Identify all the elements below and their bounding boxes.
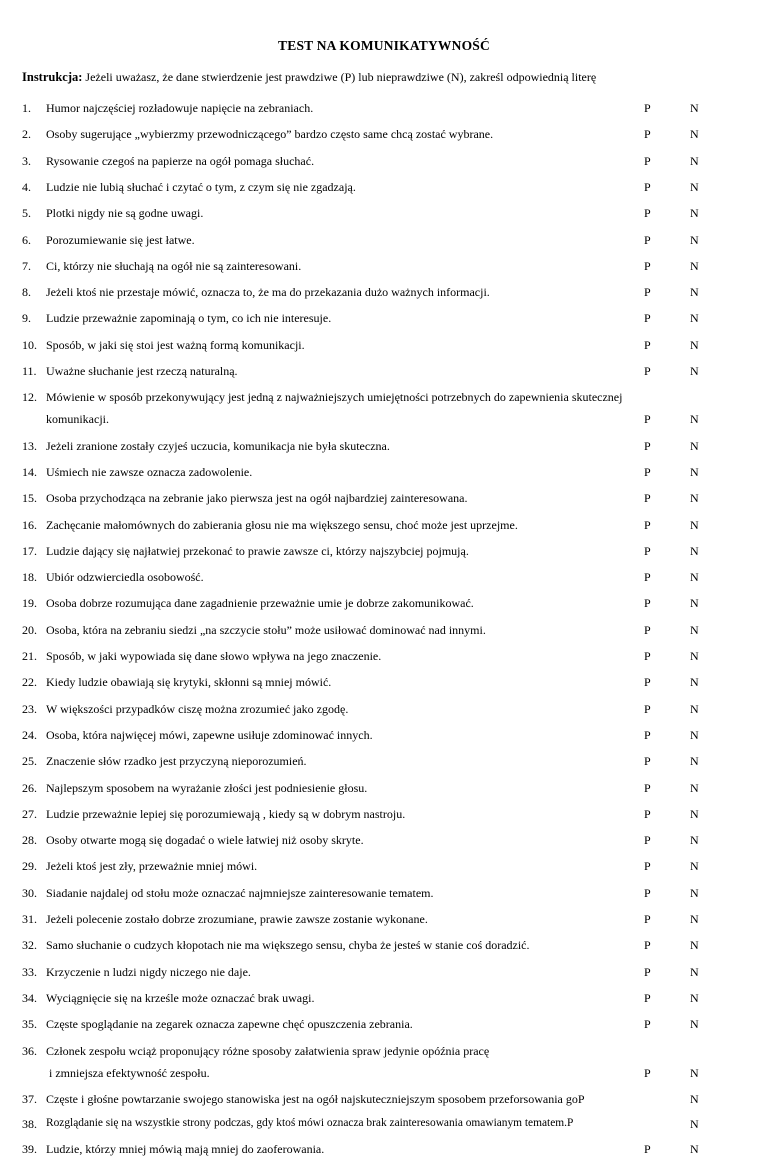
answer-p-option[interactable]: P: [644, 464, 651, 479]
answer-n-option[interactable]: N: [690, 232, 699, 247]
answer-p-option[interactable]: P: [644, 517, 651, 532]
statement-row: [22, 570, 752, 588]
statement-text: Ludzie, którzy mniej mówią mają mniej do zaoferowania.: [46, 1142, 325, 1157]
answer-n-option[interactable]: N: [690, 337, 699, 352]
statement-row: [22, 649, 752, 667]
statement-text: Plotki nigdy nie są godne uwagi.: [46, 206, 204, 221]
answer-n-option[interactable]: N: [690, 806, 699, 821]
statement-number: 29.: [22, 859, 37, 874]
statement-number: 6.: [22, 232, 31, 247]
statement-continuation: [22, 1066, 752, 1084]
statement-row: [22, 1092, 752, 1110]
statement-text: Ubiór odzwierciedla osobowość.: [46, 570, 204, 585]
statement-number: 36.: [22, 1043, 37, 1058]
answer-p-option[interactable]: P: [644, 101, 651, 115]
statement-number: 4.: [22, 179, 31, 194]
statement-number: 2.: [22, 127, 31, 142]
statement-row: [22, 965, 752, 983]
statement-row: [22, 180, 752, 198]
statement-text: Jeżeli polecenie zostało dobrze zrozumiane, prawie zawsze zostanie wykonane.: [46, 912, 428, 926]
statement-text: Najlepszym sposobem na wyrażanie złości jest podniesienie głosu.: [46, 780, 368, 795]
statement-number: 25.: [22, 754, 37, 769]
statement-text-continuation: komunikacji.: [46, 412, 109, 427]
statement-number: 37.: [22, 1091, 37, 1106]
statement-number: 32.: [22, 938, 37, 953]
answer-n-option[interactable]: N: [690, 101, 699, 115]
answer-p-option[interactable]: P: [644, 438, 651, 453]
statement-number: 17.: [22, 543, 37, 558]
answer-p-option[interactable]: P: [644, 206, 651, 221]
answer-n-option[interactable]: N: [690, 885, 699, 900]
statement-row: [22, 259, 752, 277]
answer-n-option[interactable]: N: [690, 754, 699, 769]
statement-number: 22.: [22, 675, 37, 690]
statement-continuation: [22, 412, 752, 430]
answer-p-option[interactable]: P: [644, 1142, 651, 1157]
statement-text: Rysowanie czegoś na papierze na ogół pomaga słuchać.: [46, 153, 315, 168]
statement-text-continuation: i zmniejsza efektywność zespołu.: [46, 1065, 210, 1080]
answer-n-option[interactable]: N: [690, 964, 699, 979]
answer-n-option[interactable]: N: [690, 258, 699, 273]
statement-row: [22, 912, 752, 930]
answer-p-option[interactable]: P: [644, 964, 651, 979]
answer-p-option[interactable]: P: [644, 285, 651, 300]
statement-number: 26.: [22, 780, 37, 795]
statement-row: [22, 101, 752, 119]
answer-p-option[interactable]: P: [644, 806, 651, 821]
statement-row: [22, 675, 752, 693]
answer-p-option[interactable]: P: [644, 859, 651, 874]
statement-row: [22, 491, 752, 509]
answer-n-option[interactable]: N: [690, 1142, 699, 1157]
statement-row: [22, 206, 752, 224]
statement-row: [22, 285, 752, 303]
statement-number: 39.: [22, 1142, 37, 1157]
statement-text: Samo słuchanie o cudzych kłopotach nie ma większego sensu, chyba że jesteś w stanie coś doradzić.: [46, 938, 530, 953]
answer-p-option[interactable]: P: [644, 754, 651, 769]
answer-n-option[interactable]: N: [690, 912, 699, 926]
statement-text: Członek zespołu wciąż proponujący różne sposoby załatwienia spraw jedynie opóźnia pracę: [46, 1043, 490, 1058]
statement-row: [22, 728, 752, 746]
statement-row: [22, 1142, 752, 1160]
statement-text: Rozglądanie się na wszystkie strony podczas, gdy ktoś mówi oznacza brak zainteresowania omawianym tematem.P: [46, 1117, 574, 1129]
statement-number: 24.: [22, 727, 37, 742]
statement-text: Sposób, w jaki się stoi jest ważną formą komunikacji.: [46, 337, 305, 352]
statement-number: 10.: [22, 337, 37, 352]
answer-n-option[interactable]: N: [690, 438, 699, 453]
statement-row: [22, 154, 752, 172]
answer-p-option[interactable]: P: [644, 701, 651, 716]
statement-number: 18.: [22, 570, 37, 585]
answer-n-option[interactable]: N: [690, 464, 699, 479]
instruction-text: Jeżeli uważasz, że dane stwierdzenie jest prawdziwe (P) lub nieprawdziwe (N), zakreśl odpowiednią literę: [85, 70, 597, 84]
answer-p-option[interactable]: P: [644, 153, 651, 168]
statement-row: [22, 311, 752, 329]
statement-number: 1.: [22, 101, 31, 115]
statement-row: [22, 833, 752, 851]
answer-n-option[interactable]: N: [690, 649, 699, 663]
statement-number: 35.: [22, 1017, 37, 1032]
statement-text: Mówienie w sposób przekonywujący jest jedną z najważniejszych umiejętności potrzebnych do zapewnienia skutecznej: [46, 390, 623, 405]
answer-n-option[interactable]: N: [690, 859, 699, 874]
statement-text: Ci, którzy nie słuchają na ogół nie są zainteresowani.: [46, 258, 302, 273]
statement-row: [22, 938, 752, 956]
statement-number: 8.: [22, 285, 31, 300]
statement-text: W większości przypadków ciszę można zrozumieć jako zgodę.: [46, 701, 349, 716]
answer-n-option[interactable]: N: [690, 990, 699, 1005]
statement-row: [22, 781, 752, 799]
answer-n-option[interactable]: N: [690, 127, 699, 142]
statement-number: 27.: [22, 806, 37, 821]
answer-n-option[interactable]: N: [690, 517, 699, 532]
statement-row: [22, 338, 752, 356]
statement-number: 31.: [22, 912, 37, 926]
statement-text: Ludzie dający się najłatwiej przekonać to prawie zawsze ci, którzy najszybciej pojmują.: [46, 543, 469, 558]
statement-text: Sposób, w jaki wypowiada się dane słowo wpływa na jego znaczenie.: [46, 649, 382, 663]
answer-p-option[interactable]: P: [644, 780, 651, 795]
answer-p-option[interactable]: P: [644, 232, 651, 247]
answer-p-option[interactable]: P: [644, 596, 651, 611]
statement-text: Ludzie nie lubią słuchać i czytać o tym, z czym się nie zgadzają.: [46, 179, 356, 194]
statement-number: 16.: [22, 517, 37, 532]
statement-row: [22, 364, 752, 382]
statement-row: [22, 1044, 752, 1062]
statement-row: [22, 439, 752, 457]
statement-text: Ludzie przeważnie zapominają o tym, co ich nie interesuje.: [46, 311, 332, 326]
statement-row: [22, 859, 752, 877]
statement-text: Osoba przychodząca na zebranie jako pierwsza jest na ogół najbardziej zainteresowana.: [46, 491, 468, 506]
answer-p-option[interactable]: P: [644, 990, 651, 1005]
statement-text: Jeżeli ktoś nie przestaje mówić, oznacza to, że ma do przekazania dużo ważnych informacji.: [46, 285, 490, 300]
statement-row: [22, 623, 752, 641]
answer-p-option[interactable]: P: [644, 885, 651, 900]
answer-p-option[interactable]: P: [644, 127, 651, 142]
statement-number: 33.: [22, 964, 37, 979]
statement-row: [22, 390, 752, 408]
answer-n-option[interactable]: N: [690, 1117, 699, 1131]
answer-p-option[interactable]: P: [644, 179, 651, 194]
statement-number: 21.: [22, 649, 37, 663]
answer-n-option[interactable]: N: [690, 596, 699, 611]
statement-text: Częste spoglądanie na zegarek oznacza zapewne chęć opuszczenia zebrania.: [46, 1017, 413, 1032]
statement-row: [22, 886, 752, 904]
statement-text: Zachęcanie małomównych do zabierania głosu nie ma większego sensu, choć może jest uprzejme.: [46, 517, 518, 532]
statement-text: Ludzie przeważnie lepiej się porozumiewają , kiedy są w dobrym nastroju.: [46, 806, 406, 821]
statement-number: 30.: [22, 885, 37, 900]
statement-text: Krzyczenie n ludzi nigdy niczego nie daje.: [46, 964, 251, 979]
answer-n-option[interactable]: N: [690, 833, 699, 848]
statement-row: [22, 702, 752, 720]
answer-p-option[interactable]: P: [644, 412, 651, 427]
answer-p-option[interactable]: P: [644, 337, 651, 352]
statement-text: Osoba, która na zebraniu siedzi „na szczycie stołu” może usiłować dominować nad innymi.: [46, 622, 486, 637]
statement-text: Siadanie najdalej od stołu może oznaczać najmniejsze zainteresowanie tematem.: [46, 885, 434, 900]
answer-p-option[interactable]: P: [644, 543, 651, 558]
answer-p-option[interactable]: P: [566, 1117, 574, 1129]
answer-p-option[interactable]: P: [644, 938, 651, 953]
answer-p-option[interactable]: P: [644, 258, 651, 273]
statement-number: 28.: [22, 833, 37, 848]
answer-p-option[interactable]: P: [644, 649, 651, 663]
answer-n-option[interactable]: N: [690, 364, 699, 378]
statement-row: [22, 1117, 752, 1135]
answer-n-option[interactable]: N: [690, 570, 699, 585]
answer-p-option[interactable]: P: [644, 570, 651, 585]
statement-number: 19.: [22, 596, 37, 611]
answer-p-option[interactable]: P: [644, 622, 651, 637]
statement-text: Wyciągnięcie się na krześle może oznaczać brak uwagi.: [46, 990, 315, 1005]
answer-p-option[interactable]: P: [644, 833, 651, 848]
answer-p-option[interactable]: P: [644, 491, 651, 506]
page-title: TEST NA KOMUNIKATYWNOŚĆ: [278, 38, 490, 53]
statement-row: [22, 127, 752, 145]
answer-n-option[interactable]: N: [690, 206, 699, 221]
statement-number: 34.: [22, 990, 37, 1005]
answer-p-option[interactable]: P: [644, 675, 651, 690]
statement-number: 13.: [22, 438, 37, 453]
statement-row: [22, 754, 752, 772]
instruction: [22, 70, 752, 85]
answer-n-option[interactable]: N: [690, 543, 699, 558]
statement-row: [22, 465, 752, 483]
statement-number: 7.: [22, 258, 31, 273]
answer-n-option[interactable]: N: [690, 153, 699, 168]
statement-number: 9.: [22, 311, 31, 326]
statement-text: Jeżeli ktoś jest zły, przeważnie mniej mówi.: [46, 859, 258, 874]
answer-n-option[interactable]: N: [690, 285, 699, 300]
statement-text: Porozumiewanie się jest łatwe.: [46, 232, 195, 247]
answer-n-option[interactable]: N: [690, 491, 699, 506]
answer-n-option[interactable]: N: [690, 179, 699, 194]
answer-n-option[interactable]: N: [690, 622, 699, 637]
statement-number: 14.: [22, 464, 37, 479]
instruction-label: Instrukcja:: [22, 70, 83, 84]
answer-n-option[interactable]: N: [690, 412, 699, 427]
answer-p-option[interactable]: P: [644, 727, 651, 742]
statement-text: Jeżeli zranione zostały czyjeś uczucia, komunikacja nie była skuteczna.: [46, 438, 390, 453]
answer-p-option[interactable]: P: [577, 1091, 585, 1106]
statement-text: Humor najczęściej rozładowuje napięcie na zebraniach.: [46, 101, 314, 115]
statement-row: [22, 233, 752, 251]
statement-number: 20.: [22, 622, 37, 637]
answer-n-option[interactable]: N: [690, 938, 699, 953]
statement-text: Osoby sugerujące „wybierzmy przewodniczącego” bardzo często same chcą zostać wybrane.: [46, 127, 494, 142]
statement-number: 12.: [22, 390, 37, 405]
answer-n-option[interactable]: N: [690, 701, 699, 716]
answer-n-option[interactable]: N: [690, 675, 699, 690]
answer-n-option[interactable]: N: [690, 1017, 699, 1032]
statement-row: [22, 596, 752, 614]
statement-row: [22, 807, 752, 825]
answer-n-option[interactable]: N: [690, 1091, 699, 1106]
statement-row: [22, 544, 752, 562]
statement-text: Częste i głośne powtarzanie swojego stanowiska jest na ogół najskuteczniejszym sposobem przeforsowania goP: [46, 1091, 585, 1106]
statement-number: 3.: [22, 153, 31, 168]
answer-n-option[interactable]: N: [690, 1065, 699, 1080]
statement-text: Uważne słuchanie jest rzeczą naturalną.: [46, 364, 238, 378]
statement-text: Osoba dobrze rozumująca dane zagadnienie przeważnie umie je dobrze zakomunikować.: [46, 596, 474, 611]
answer-p-option[interactable]: P: [644, 311, 651, 326]
statement-number: 15.: [22, 491, 37, 506]
answer-p-option[interactable]: P: [644, 1017, 651, 1032]
statement-number: 5.: [22, 206, 31, 221]
statement-text: Osoba, która najwięcej mówi, zapewne usiłuje zdominować innych.: [46, 727, 373, 742]
answer-n-option[interactable]: N: [690, 727, 699, 742]
statement-number: 23.: [22, 701, 37, 716]
statement-row: [22, 518, 752, 536]
answer-p-option[interactable]: P: [644, 364, 651, 378]
statement-row: [22, 1017, 752, 1035]
statement-text: Kiedy ludzie obawiają się krytyki, skłonni są mniej mówić.: [46, 675, 332, 690]
answer-p-option[interactable]: P: [644, 1065, 651, 1080]
answer-p-option[interactable]: P: [644, 912, 651, 926]
answer-n-option[interactable]: N: [690, 311, 699, 326]
statement-text: Znaczenie słów rzadko jest przyczyną nieporozumień.: [46, 754, 307, 769]
answer-n-option[interactable]: N: [690, 780, 699, 795]
statement-text: Osoby otwarte mogą się dogadać o wiele łatwiej niż osoby skryte.: [46, 833, 364, 848]
statement-number: 38.: [22, 1117, 37, 1131]
statement-number: 11.: [22, 364, 37, 378]
statement-text: Uśmiech nie zawsze oznacza zadowolenie.: [46, 464, 253, 479]
